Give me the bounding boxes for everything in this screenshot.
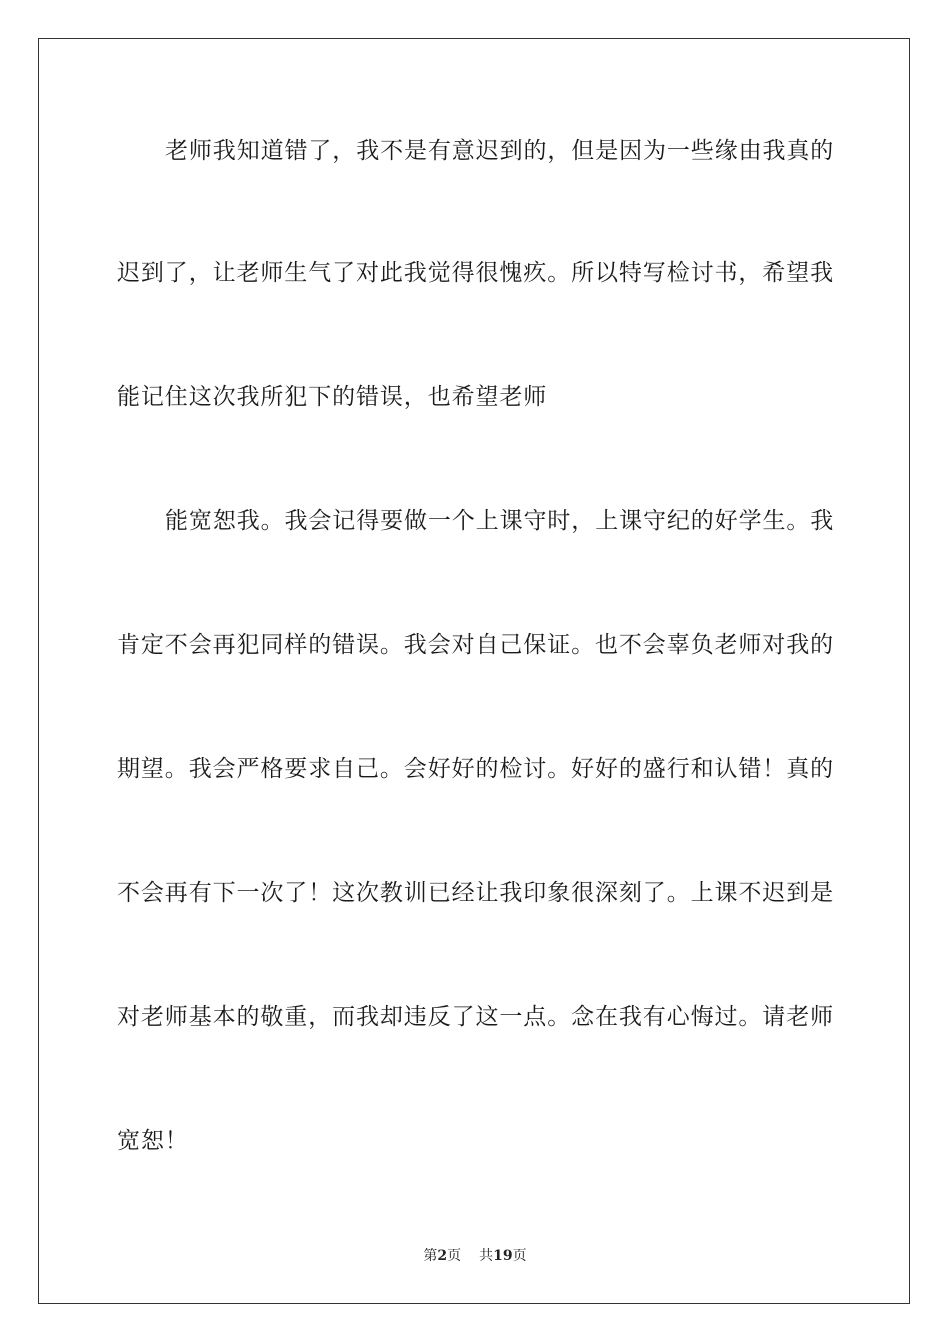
total-pages: 19 [493,1248,513,1264]
page-number: 2 [437,1248,448,1264]
total-suffix: 页 [512,1248,527,1264]
paragraph-2-line-3: 期望。我会严格要求自己。会好好的检讨。好好的盛行和认错！真的 [117,756,834,782]
paragraph-1-line-1: 老师我知道错了，我不是有意迟到的，但是因为一些缘由我真的 [165,138,835,164]
page-frame [38,38,910,1304]
page-prefix: 第 [423,1248,438,1264]
paragraph-2-line-1: 能宽恕我。我会记得要做一个上课守时，上课守纪的好学生。我 [165,508,835,534]
page-footer [0,1247,950,1265]
paragraph-2-line-5: 对老师基本的敬重，而我却违反了这一点。念在我有心悔过。请老师 [117,1004,834,1030]
page-suffix: 页 [447,1248,462,1264]
paragraph-1-line-3: 能记住这次我所犯下的错误，也希望老师 [117,384,548,410]
total-prefix: 共 [479,1248,494,1264]
paragraph-2-line-4: 不会再有下一次了！这次教训已经让我印象很深刻了。上课不迟到是 [117,880,834,906]
paragraph-1-line-2: 迟到了，让老师生气了对此我觉得很愧疚。所以特写检讨书，希望我 [117,260,834,286]
paragraph-2-line-6: 宽恕！ [117,1128,189,1154]
paragraph-2-line-2: 肯定不会再犯同样的错误。我会对自己保证。也不会辜负老师对我的 [117,632,834,658]
